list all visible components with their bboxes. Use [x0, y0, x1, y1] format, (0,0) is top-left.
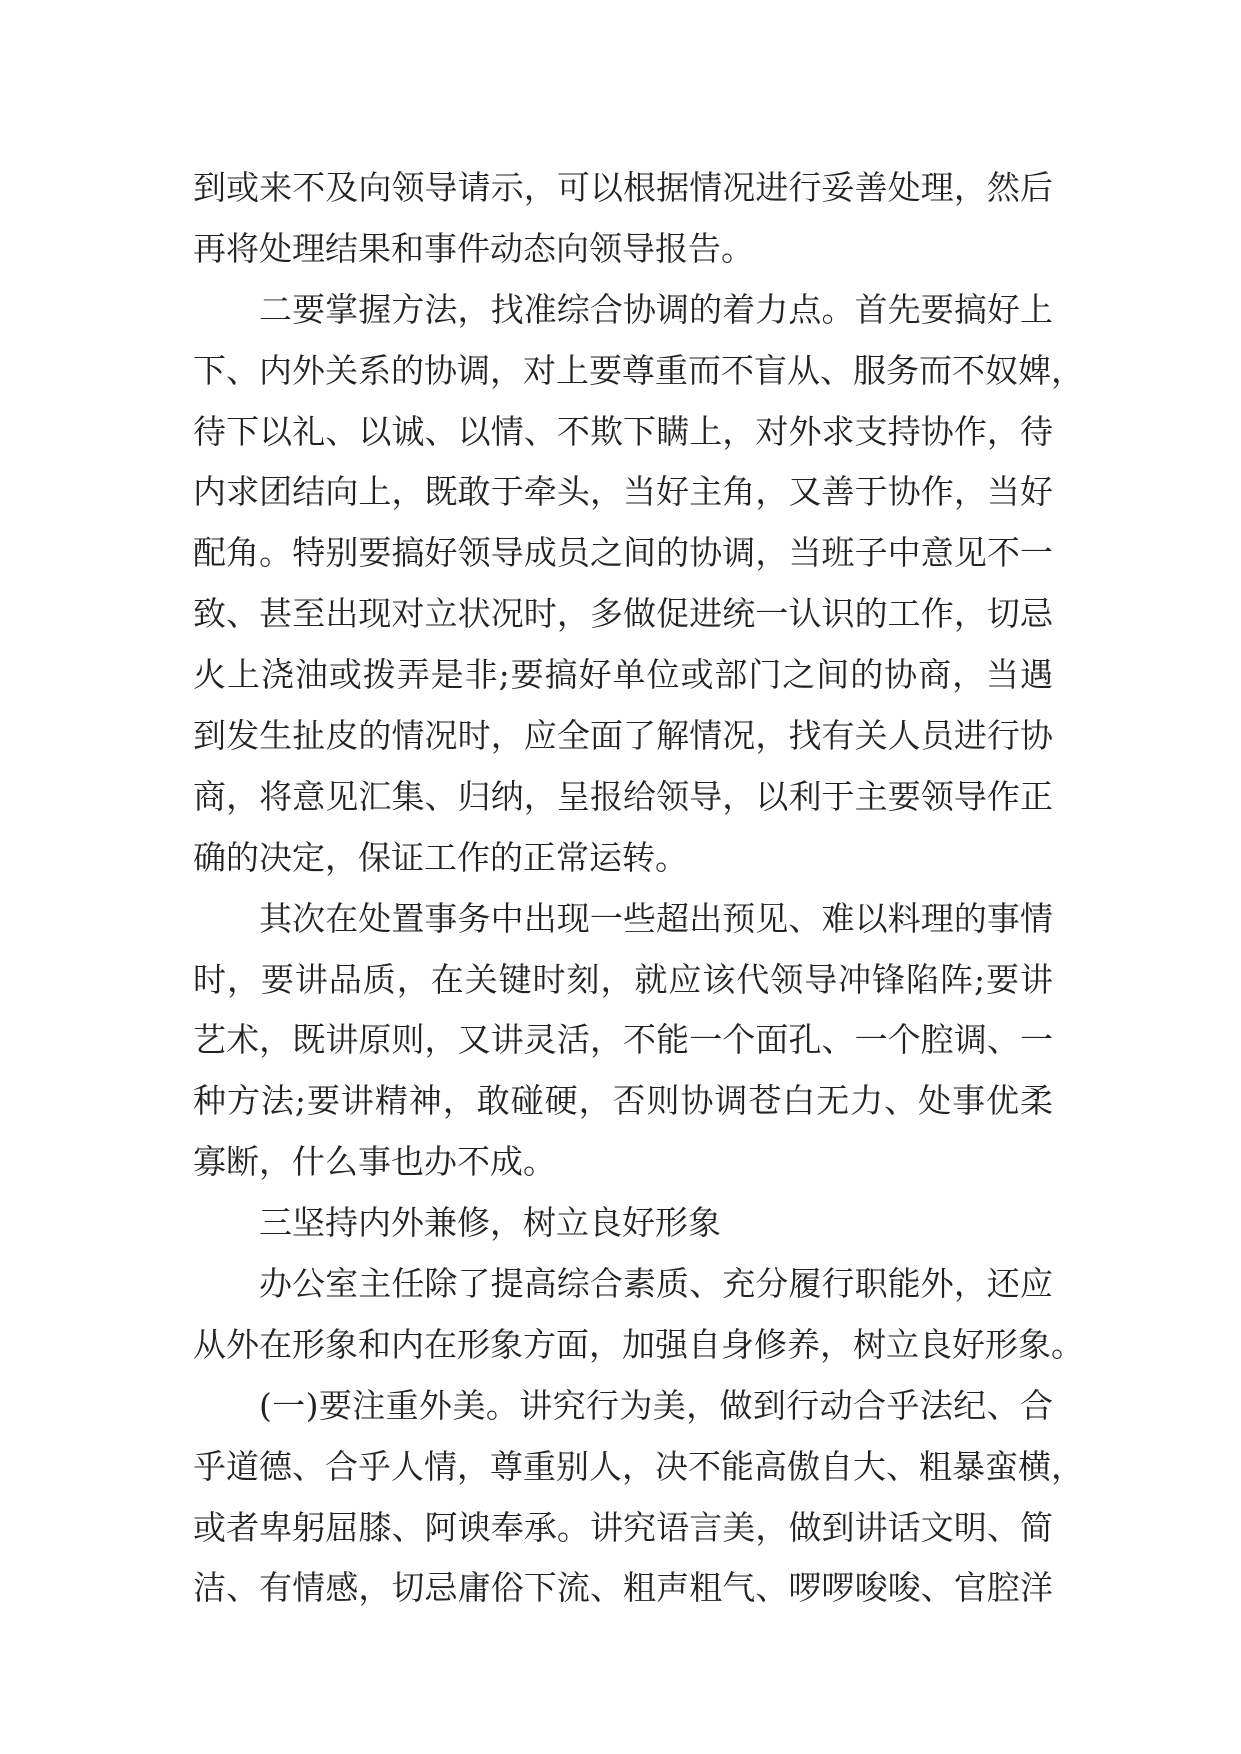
text-line: 火上浇油或拨弄是非;要搞好单位或部门之间的协商，当遇 [193, 655, 1053, 695]
text-line: 配角。特别要搞好领导成员之间的协调，当班子中意见不一 [193, 533, 1053, 573]
text-line: 从外在形象和内在形象方面，加强自身修养，树立良好形象。 [193, 1324, 1084, 1364]
text-line: 或者卑躬屈膝、阿谀奉承。讲究语言美，做到讲话文明、简 [193, 1507, 1053, 1547]
text-line: 到发生扯皮的情况时，应全面了解情况，找有关人员进行协 [193, 716, 1053, 756]
text-line: 二要掌握方法，找准综合协调的着力点。首先要搞好上 [259, 289, 1053, 329]
text-line: 洁、有情感，切忌庸俗下流、粗声粗气、啰啰唆唆、官腔洋 [193, 1568, 1053, 1608]
paragraph-coordination-methods [193, 280, 1084, 889]
text-line: (一)要注重外美。讲究行为美，做到行动合乎法纪、合 [259, 1385, 1053, 1425]
text-line: 其次在处置事务中出现一些超出预见、难以料理的事情 [259, 898, 1053, 938]
paragraph-continuation [193, 158, 1053, 280]
body-text [193, 158, 1084, 1619]
text-line: 商，将意见汇集、归纳，呈报给领导，以利于主要领导作正 [193, 776, 1053, 816]
section-heading-text: 三坚持内外兼修，树立良好形象 [259, 1203, 721, 1243]
text-line: 种方法;要讲精神，敢碰硬，否则协调苍白无力、处事优柔 [193, 1081, 1053, 1121]
text-line: 到或来不及向领导请示，可以根据情况进行妥善处理，然后 [193, 168, 1053, 207]
text-line: 下、内外关系的协调，对上要尊重而不盲从、服务而不奴婢， [193, 350, 1084, 390]
text-line: 再将处理结果和事件动态向领导报告。 [193, 228, 754, 268]
text-line: 确的决定，保证工作的正常运转。 [193, 837, 688, 877]
text-line: 乎道德、合乎人情，尊重别人，决不能高傲自大、粗暴蛮横， [193, 1446, 1084, 1486]
text-line: 艺术，既讲原则，又讲灵活，不能一个面孔、一个腔调、一 [193, 1020, 1053, 1060]
text-line: 时，要讲品质，在关键时刻，就应该代领导冲锋陷阵;要讲 [193, 959, 1053, 999]
text-line: 寡断，什么事也办不成。 [193, 1142, 556, 1182]
section-heading [193, 1193, 1053, 1254]
text-line: 办公室主任除了提高综合素质、充分履行职能外，还应 [259, 1264, 1053, 1304]
paragraph-handling-affairs [193, 889, 1053, 1193]
text-line: 待下以礼、以诚、以情、不欺下瞒上，对外求支持协作，待 [193, 411, 1053, 451]
paragraph-external-beauty [193, 1376, 1084, 1620]
text-line: 内求团结向上，既敢于牵头，当好主角，又善于协作，当好 [193, 472, 1053, 512]
paragraph-image-intro [193, 1254, 1084, 1376]
text-line: 致、甚至出现对立状况时，多做促进统一认识的工作，切忌 [193, 594, 1053, 634]
